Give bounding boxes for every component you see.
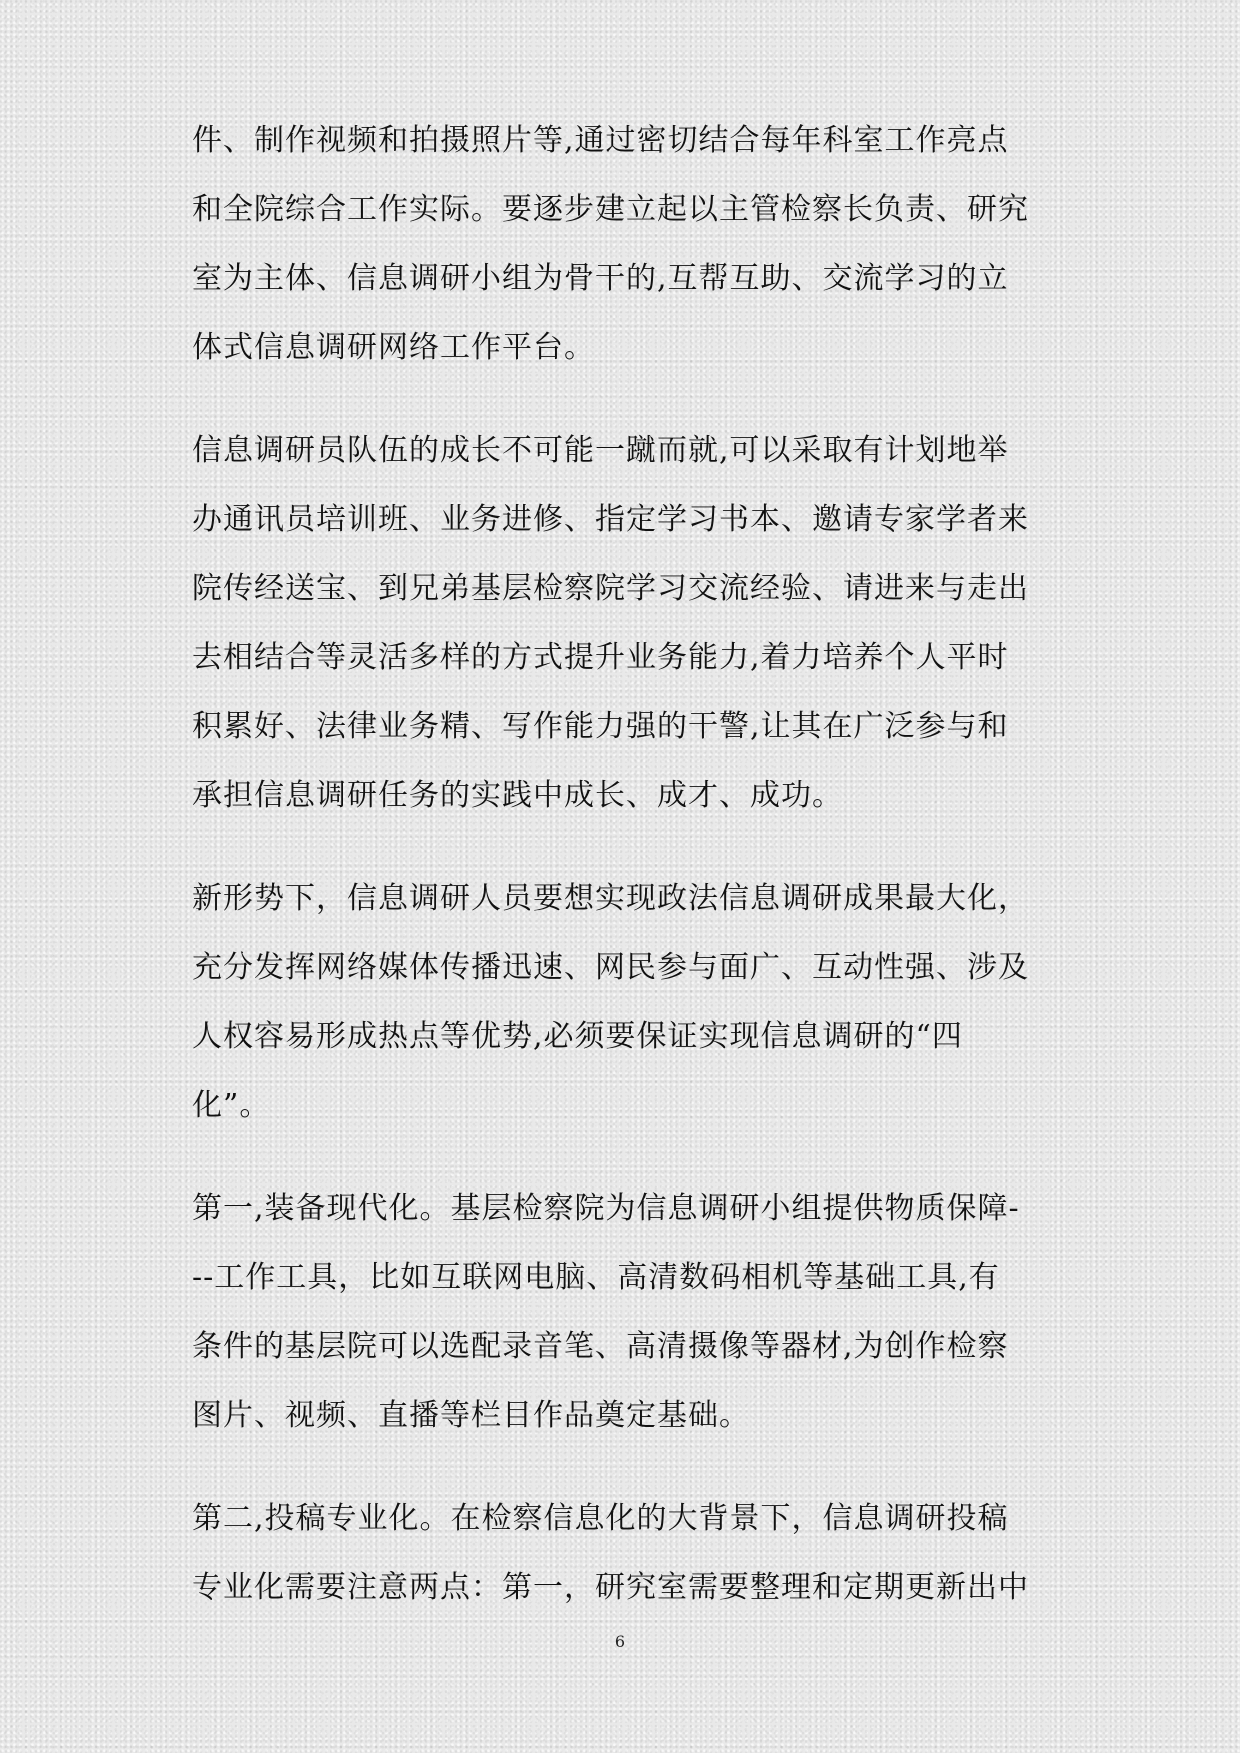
text-line: 充分发挥网络媒体传播迅速、网民参与面广、互动性强、涉及 (192, 950, 1029, 985)
text-line: 体式信息调研网络工作平台。 (192, 330, 595, 365)
paragraph-4 (192, 1174, 1052, 1450)
text-line: 人权容易形成热点等优势,必须要保证实现信息调研的“四 (192, 1019, 963, 1054)
text-line: 院传经送宝、到兄弟基层检察院学习交流经验、请进来与走出 (192, 571, 1029, 606)
text-line: 件、制作视频和拍摄照片等,通过密切结合每年科室工作亮点 (192, 123, 1009, 158)
text-line: 和全院综合工作实际。要逐步建立起以主管检察长负责、研究 (192, 192, 1029, 227)
body-text (192, 106, 1052, 1656)
text-line: 条件的基层院可以选配录音笔、高清摄像等器材,为创作检察 (192, 1329, 1009, 1364)
text-line: 办通讯员培训班、业务进修、指定学习书本、邀请专家学者来 (192, 502, 1029, 537)
text-line: 第一,装备现代化。基层检察院为信息调研小组提供物质保障- (192, 1191, 1020, 1226)
text-line: 承担信息调研任务的实践中成长、成才、成功。 (192, 778, 843, 813)
page-number: 6 (614, 1632, 626, 1651)
paragraph-3 (192, 864, 1052, 1140)
text-line: 化”。 (192, 1088, 271, 1123)
text-line: 去相结合等灵活多样的方式提升业务能力,着力培养个人平时 (192, 640, 1009, 675)
text-line: 新形势下，信息调研人员要想实现政法信息调研成果最大化， (192, 881, 1029, 916)
text-line: 室为主体、信息调研小组为骨干的,互帮互助、交流学习的立 (192, 261, 1009, 296)
paragraph-2 (192, 416, 1052, 830)
text-line: 积累好、法律业务精、写作能力强的干警,让其在广泛参与和 (192, 709, 1009, 744)
text-line: 专业化需要注意两点：第一，研究室需要整理和定期更新出中 (192, 1570, 1029, 1605)
text-line: 信息调研员队伍的成长不可能一蹴而就,可以采取有计划地举 (192, 433, 1009, 468)
text-line: --工作工具，比如互联网电脑、高清数码相机等基础工具,有 (192, 1260, 1000, 1295)
paragraph-1 (192, 106, 1052, 382)
paragraph-5 (192, 1484, 1052, 1622)
text-line: 图片、视频、直播等栏目作品奠定基础。 (192, 1398, 750, 1433)
text-line: 第二,投稿专业化。在检察信息化的大背景下，信息调研投稿 (192, 1501, 1009, 1536)
